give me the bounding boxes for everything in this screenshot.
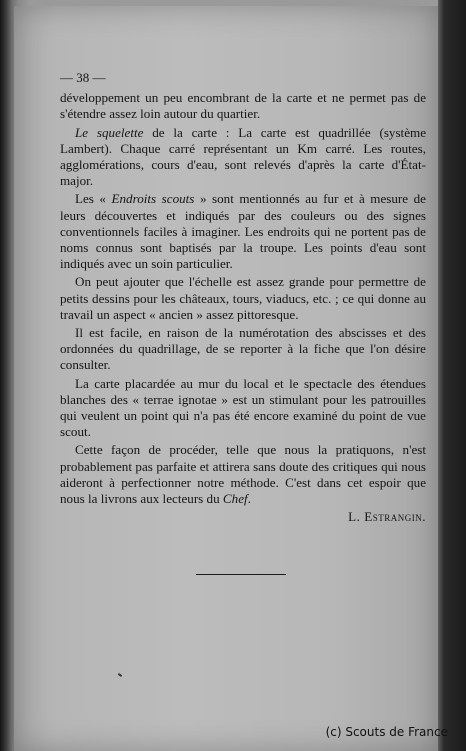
paragraph-3 <box>60 191 426 272</box>
page-edge-shadow <box>438 0 466 751</box>
paragraph-2-lead: Le squelette <box>75 124 144 140</box>
paragraph-6-text: La carte placardée au mur du local et le spectacle des étendues blanches des « terrae ignotae » est un stimulant pour les patrouilles qui veulent un point qui n'a pas été encore examiné du point de vue scout. <box>60 375 426 440</box>
paragraph-7-italic: Chef <box>222 491 248 507</box>
paragraph-1 <box>60 90 426 122</box>
paragraph-1-text: développement un peu encombrant de la carte et ne permet pas de s'étendre assez loin autour du quartier. <box>60 90 426 122</box>
paragraph-4 <box>60 274 426 323</box>
paragraph-5 <box>60 325 426 374</box>
page-number: — 38 — <box>60 70 106 85</box>
paragraph-6 <box>60 376 426 441</box>
copyright-watermark: (c) Scouts de France <box>325 725 448 739</box>
paragraph-2-text: de la carte : La carte est quadrillée (système Lambert). Chaque carré représentant un Km carré. Les routes, agglomérations, cours d'eau, sont relevés d'après la carte d'État-major. <box>60 124 426 189</box>
page-text-block <box>60 70 426 527</box>
paragraph-3-prefix: Les « <box>75 191 112 207</box>
paragraph-7-text: Cette façon de procéder, telle que nous la pratiquons, n'est probablement pas parfaite et attirera sans doute des critiques qui nous aideront à perfectionner notre méthode. C'est dans cet espoir que nous la livrons aux lecteurs du <box>60 442 426 507</box>
paragraph-7-tail: . <box>247 491 251 507</box>
paragraph-5-text: Il est facile, en raison de la numérotation des abscisses et des ordonnées du quadrillage, de se reporter à la fiche que l'on désire consulter. <box>60 325 426 373</box>
paragraph-3-text: » sont mentionnés au fur et à mesure de leurs découvertes et indiqués par des couleurs ou des signes conventionnels faciles à imaginer. Les endroits qui ne portent pas de noms connus sont baptisés par la troupe. Les points d'eau sont indiqués avec un soin particulier. <box>60 191 426 272</box>
paragraph-7 <box>60 442 426 507</box>
paragraph-3-lead: Endroits scouts <box>111 191 195 207</box>
paragraph-2 <box>60 125 426 190</box>
paragraph-4-text: On peut ajouter que l'échelle est assez grande pour permettre de petits dessins pour les châteaux, tours, viaducs, etc. ; ce qui donne au travail un aspect « ancien » assez pittoresque. <box>60 274 426 322</box>
end-rule <box>196 574 286 575</box>
author-signature: L. Estrangin. <box>348 509 426 525</box>
